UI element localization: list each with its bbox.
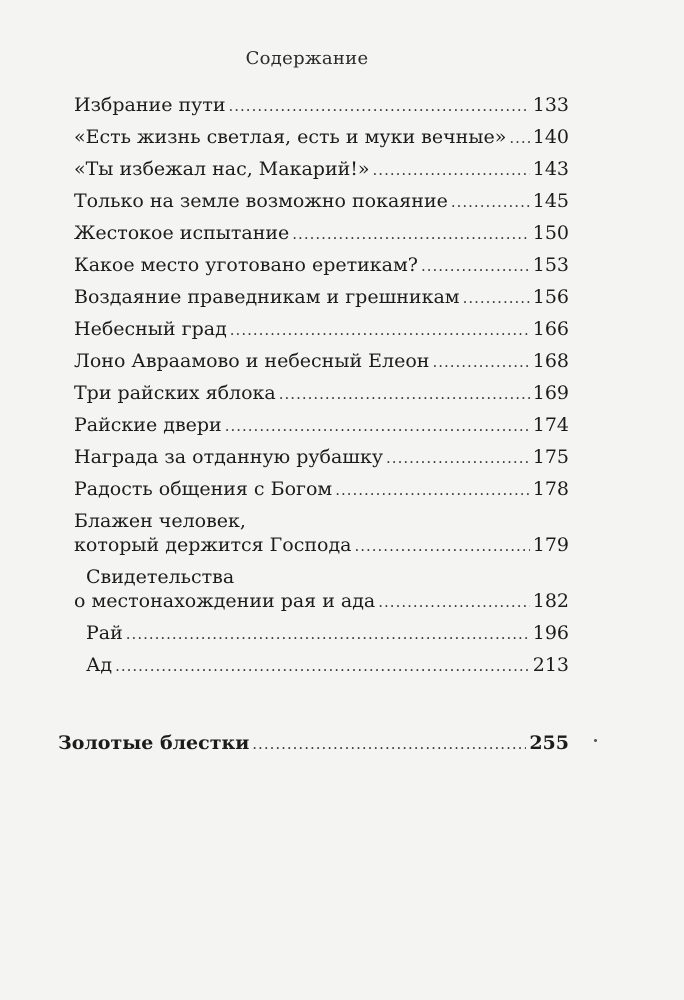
toc-entry-title: Рай xyxy=(86,622,123,644)
toc-entry-title: «Ты избежал нас, Макарий!» xyxy=(74,158,370,180)
toc-entry-page: 178 xyxy=(532,478,569,500)
toc-entry-title: Лоно Авраамово и небесный Елеон xyxy=(74,350,430,372)
toc-entry xyxy=(74,126,569,148)
toc-entry-title: Избрание пути xyxy=(74,94,226,116)
leader-dots xyxy=(230,319,530,341)
leader-dots xyxy=(509,127,529,149)
toc-entry xyxy=(74,318,569,340)
toc-entry-multiline xyxy=(74,510,569,556)
toc-entry-page: 168 xyxy=(532,350,569,372)
toc-entry-page: 179 xyxy=(532,534,569,556)
toc-entry-title: Золотые блестки xyxy=(58,732,250,754)
toc-entry xyxy=(74,190,569,212)
toc-entry-title: Жестокое испытание xyxy=(74,222,290,244)
toc-entry-title-line2: о местонахождении рая и ада xyxy=(74,590,376,612)
toc-entry-title: Награда за отданную рубашку xyxy=(74,446,384,468)
toc-entry-title: Только на земле возможно покаяние xyxy=(74,190,448,212)
toc-entry xyxy=(74,478,569,500)
toc-entry-title: Радость общения с Богом xyxy=(74,478,333,500)
toc-entry-page: 174 xyxy=(532,414,569,436)
leader-dots xyxy=(225,415,530,437)
toc-entry-title-line1: Блажен человек, xyxy=(74,510,246,532)
toc-entry-page: 150 xyxy=(532,222,569,244)
toc-entry xyxy=(74,94,569,116)
toc-entry-page: 182 xyxy=(532,590,569,612)
print-speck xyxy=(594,739,597,742)
toc-entry-page: 156 xyxy=(532,286,569,308)
toc-entry-page: 169 xyxy=(532,382,569,404)
toc-entry-title: Небесный град xyxy=(74,318,227,340)
toc-entry-title: «Есть жизнь светлая, есть и муки вечные» xyxy=(74,126,507,148)
toc-entry-page: 133 xyxy=(532,94,569,116)
toc-entry xyxy=(74,414,569,436)
toc-entry xyxy=(74,158,569,180)
leader-dots xyxy=(115,655,530,677)
toc-entry xyxy=(74,382,569,404)
toc-entry-page: 145 xyxy=(532,190,569,212)
leader-dots xyxy=(229,95,530,117)
toc-entry-title-line2: который держится Господа xyxy=(74,534,352,556)
toc-entry-page: 196 xyxy=(532,622,569,644)
toc-entry xyxy=(74,222,569,244)
page-title: Содержание xyxy=(245,48,369,69)
leader-dots xyxy=(421,255,530,277)
leader-dots xyxy=(432,351,529,373)
toc-entry xyxy=(74,446,569,468)
toc-entry xyxy=(74,286,569,308)
leader-dots xyxy=(386,447,530,469)
leader-dots xyxy=(463,287,530,309)
toc-entry-multiline xyxy=(74,566,569,612)
toc-entry-page: 213 xyxy=(532,654,569,676)
leader-dots xyxy=(292,223,529,245)
toc-entry-final xyxy=(58,732,569,754)
leader-dots xyxy=(451,191,530,213)
toc-entry xyxy=(74,534,569,556)
leader-dots xyxy=(378,591,529,613)
toc-entry-page: 143 xyxy=(532,158,569,180)
toc-entry-title: Какое место уготовано еретикам? xyxy=(74,254,418,276)
leader-dots xyxy=(252,733,526,755)
toc-entry-page: 175 xyxy=(532,446,569,468)
toc-entry-page: 140 xyxy=(532,126,569,148)
toc-entry xyxy=(74,654,569,676)
leader-dots xyxy=(354,535,529,557)
toc-entry-title: Воздаяние праведникам и грешникам xyxy=(74,286,460,308)
toc-entry-page: 166 xyxy=(532,318,569,340)
toc-entry-title: Райские двери xyxy=(74,414,222,436)
leader-dots xyxy=(373,159,530,181)
leader-dots xyxy=(335,479,530,501)
toc-entry xyxy=(74,622,569,644)
toc-entry-page: 255 xyxy=(529,732,569,754)
leader-dots xyxy=(279,383,530,405)
toc-entry-title: Ад xyxy=(86,654,113,676)
final-section xyxy=(58,732,569,754)
leader-dots xyxy=(126,623,530,645)
toc-entry-title: Три райских яблока xyxy=(74,382,276,404)
toc-entry-page: 153 xyxy=(532,254,569,276)
toc-entry xyxy=(74,350,569,372)
toc-entry-title-line1: Свидетельства xyxy=(86,566,235,588)
toc-entry xyxy=(74,590,569,612)
table-of-contents xyxy=(74,94,569,676)
toc-entry xyxy=(74,254,569,276)
